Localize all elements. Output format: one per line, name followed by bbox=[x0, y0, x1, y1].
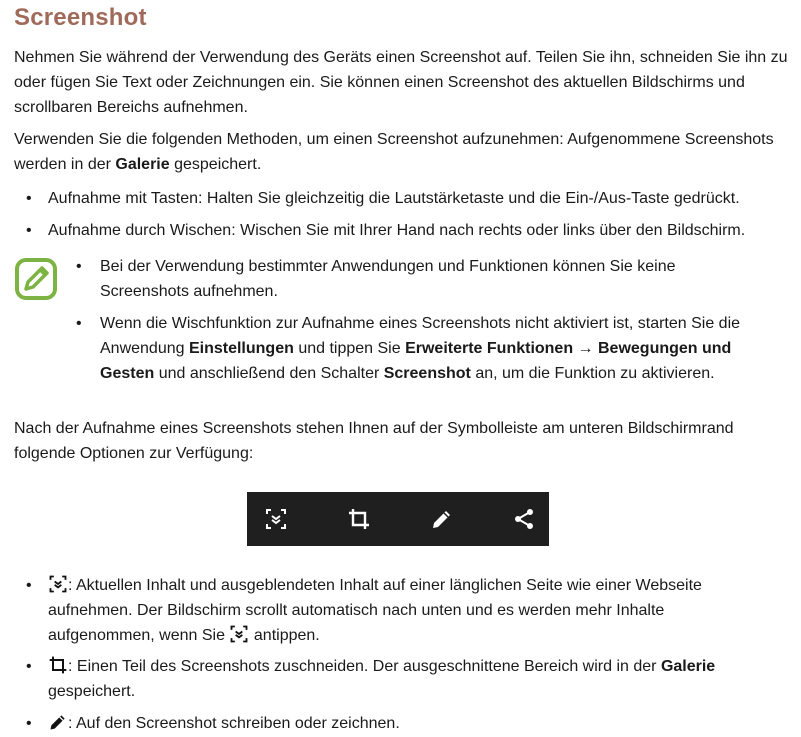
note-text-part: an, um die Funktion zu aktivieren. bbox=[470, 365, 715, 382]
methods-intro-end: gespeichert. bbox=[169, 156, 262, 173]
crop-icon bbox=[48, 655, 68, 675]
note-text: Bei der Verwendung bestimmter Anwendungen und Funktionen können Sie keine Screenshots aufnehmen. bbox=[100, 258, 676, 300]
advanced-features-label: Erweiterte Funktionen bbox=[405, 340, 574, 357]
option-text-part: antippen. bbox=[249, 627, 320, 644]
after-paragraph: Nach der Aufnahme eines Screenshots stehen Ihnen auf der Symbolleiste am unteren Bildschirmrand folgende Optionen zur Verfügung: bbox=[14, 420, 734, 462]
crop-button[interactable] bbox=[342, 502, 376, 536]
arrow-separator: → bbox=[573, 340, 598, 357]
scroll-capture-icon bbox=[229, 624, 249, 644]
option-text bbox=[48, 573, 748, 648]
bullet-dot: • bbox=[26, 715, 32, 732]
option-text-part: : Aktuellen Inhalt und ausgeblendeten Inhalt auf einer länglichen Seite wie einer Webseite aufnehmen. Der Bildschirm scrollt automatisch nach unten und es werden mehr Inhalte aufgenommen, wenn Sie bbox=[48, 577, 702, 644]
galerie-label: Galerie bbox=[115, 156, 170, 173]
methods-intro-text: Verwenden Sie die folgenden Methoden, um einen Screenshot aufzunehmen: Aufgenommene Screenshots werden in der bbox=[14, 131, 774, 173]
note-text-part: und tippen Sie bbox=[293, 340, 406, 357]
crop-icon bbox=[347, 507, 371, 531]
scroll-capture-icon bbox=[264, 507, 288, 531]
bullet-dot: • bbox=[26, 222, 32, 239]
scroll-capture-button[interactable] bbox=[259, 502, 293, 536]
note-text-part: und anschließend den Schalter bbox=[154, 365, 384, 382]
method-text: Aufnahme durch Wischen: Wischen Sie mit Ihrer Hand nach rechts oder links über den Bildschirm. bbox=[48, 222, 746, 239]
bullet-dot: • bbox=[26, 577, 32, 594]
option-text-part: gespeichert. bbox=[48, 683, 136, 700]
settings-label: Einstellungen bbox=[188, 340, 294, 357]
option-text-part: : Auf den Screenshot schreiben oder zeichnen. bbox=[68, 715, 400, 732]
bullet-dot: • bbox=[26, 190, 32, 207]
galerie-label: Galerie bbox=[660, 658, 716, 675]
note-text-part: Wenn die Wischfunktion zur Aufnahme eines Screenshots nicht aktiviert ist, starten Sie die Anwendung bbox=[100, 315, 741, 357]
scroll-capture-icon bbox=[48, 574, 68, 594]
pen-icon bbox=[430, 507, 454, 531]
intro-paragraph: Nehmen Sie während der Verwendung des Geräts einen Screenshot auf. Teilen Sie ihn, schneiden Sie ihn zu oder fügen Sie Text oder Zeichnungen ein. Sie können einen Screenshot des aktuellen Bildschirms und scrollbaren Bereichs aufnehmen. bbox=[14, 49, 788, 116]
share-button[interactable] bbox=[507, 502, 541, 536]
bullet-dot: • bbox=[26, 658, 32, 675]
page-title: Screenshot bbox=[14, 4, 147, 31]
option-text bbox=[48, 711, 748, 736]
methods-intro-paragraph bbox=[14, 127, 790, 177]
motions-gestures-label: Bewegungen und Gesten bbox=[100, 340, 732, 382]
method-text: Aufnahme mit Tasten: Halten Sie gleichzeitig die Lautstärketaste und die Ein-/Aus-Taste gedrückt. bbox=[48, 190, 740, 207]
screenshot-toolbar bbox=[247, 492, 549, 546]
pen-icon bbox=[48, 712, 68, 732]
screenshot-switch-label: Screenshot bbox=[383, 365, 471, 382]
option-text bbox=[48, 654, 748, 704]
note-icon bbox=[14, 257, 58, 301]
bullet-dot: • bbox=[76, 258, 82, 275]
bullet-dot: • bbox=[76, 315, 82, 332]
note-text bbox=[100, 311, 780, 386]
option-text-part: : Einen Teil des Screenshots zuschneiden. Der ausgeschnittene Bereich wird in der bbox=[68, 658, 661, 675]
share-icon bbox=[512, 507, 536, 531]
draw-button[interactable] bbox=[425, 502, 459, 536]
